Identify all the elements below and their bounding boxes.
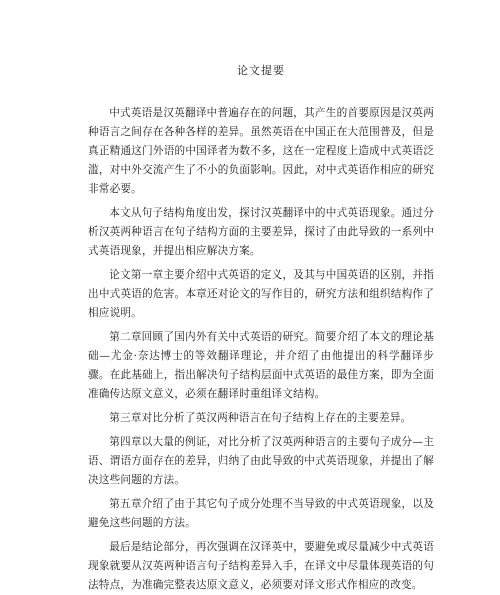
paragraph-2: 本文从句子结构角度出发，探讨汉英翻译中的中式英语现象。通过分析汉英两种语言在句子结构方面的主要差异，探讨了由此导致的一系列中式英语现象，并提出相应解决方案。 xyxy=(88,207,434,257)
paragraph-1: 中式英语是汉英翻译中普遍存在的问题，其产生的首要原因是汉英两种语言之间存在各种各样的差异。虽然英语在中国正在大范围普及，但是真正精通这门外语的中国译者为数不多，这在一定程度上造成中式英语泛滥，对中外交流产生了不小的负面影响。因此，对中式英语作相应的研究非常必要。 xyxy=(88,107,434,195)
document-title: 论文提要 xyxy=(237,64,285,77)
paragraph-8: 最后是结论部分，再次强调在汉译英中，要避免或尽量减少中式英语现象就要从汉英两种语言句子结构差异入手，在译文中尽量体现英语的句法特点，为准确完整表达原文意义，必须要对译文形式作相应的改变。 xyxy=(88,541,434,591)
paragraph-7: 第五章介绍了由于其它句子成分处理不当导致的中式英语现象，以及避免这些问题的方法。 xyxy=(88,498,434,529)
paragraph-5: 第三章对比分析了英汉两种语言在句子结构上存在的主要差异。 xyxy=(109,412,412,424)
paragraph-6: 第四章以大量的例证，对比分析了汉英两种语言的主要句子成分—主语、谓语方面存在的差异，归纳了由此导致的中式英语现象，并提出了解决这些问题的方法。 xyxy=(88,436,434,486)
paragraph-3: 论文第一章主要介绍中式英语的定义，及其与中国英语的区别，并指出中式英语的危害。本章还对论文的写作目的，研究方法和组织结构作了相应说明。 xyxy=(88,269,434,319)
paragraph-4: 第二章回顾了国内外有关中式英语的研究。简要介绍了本文的理论基础—尤金·奈达博士的等效翻译理论，并介绍了由他提出的科学翻译步骤。在此基础上，指出解决句子结构层面中式英语的最佳方案，即为全面准确传达原文意义，必须在翻译时重组译文结构。 xyxy=(88,331,434,400)
